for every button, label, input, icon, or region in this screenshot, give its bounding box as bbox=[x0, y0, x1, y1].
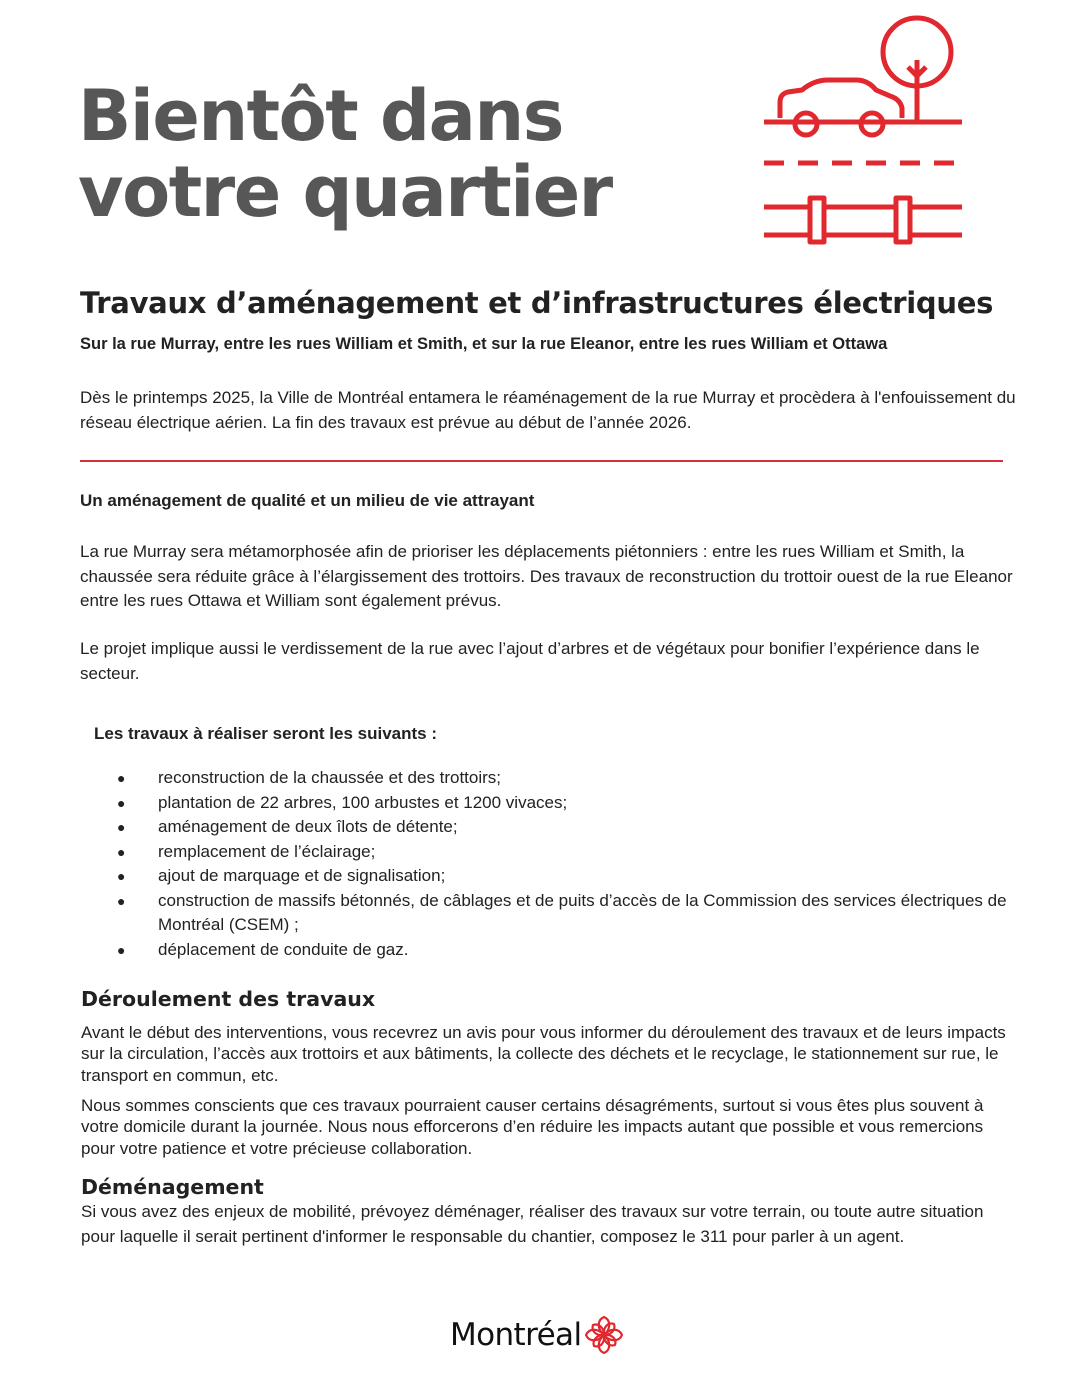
moving-paragraph: Si vous avez des enjeux de mobilité, prévoyez déménager, réaliser des travaux sur votre terrain, ou toute autre situation pour laquelle il serait pertinent d'informer le responsable du chantier, composez le 311 pour parler à un agent. bbox=[81, 1202, 984, 1246]
list-item bbox=[112, 889, 1012, 938]
list-item-text: aménagement de deux îlots de détente; bbox=[158, 817, 458, 836]
steps-paragraph-2: Nous sommes conscients que ces travaux pourraient causer certains désagréments, surtout si vous êtes plus souvent à votre domicile durant la journée. Nous nous efforcerons d’en réduire les impacts autant que possible et vous remercions pour votre patience et votre précieuse collaboration. bbox=[81, 1096, 984, 1158]
quality-heading: Un aménagement de qualité et un milieu de vie attrayant bbox=[80, 491, 535, 510]
car-tree-road-pipe-icon bbox=[762, 10, 966, 246]
montreal-wordmark: Montréal bbox=[450, 1317, 582, 1353]
bullet-icon: ● bbox=[117, 770, 126, 786]
list-item-text: plantation de 22 arbres, 100 arbustes et 1200 vivaces; bbox=[158, 792, 568, 812]
bullet-icon: ● bbox=[117, 892, 126, 909]
bullet-icon: ● bbox=[117, 819, 126, 835]
montreal-rosette-icon bbox=[583, 1314, 625, 1356]
hero-title bbox=[78, 75, 718, 233]
works-list bbox=[112, 766, 1012, 962]
list-item-text: déplacement de conduite de gaz. bbox=[158, 939, 409, 959]
list-item bbox=[112, 840, 1012, 865]
moving-heading: Déménagement bbox=[81, 1175, 264, 1199]
bullet-icon: ● bbox=[117, 794, 126, 811]
pipe-joint-right bbox=[896, 198, 910, 242]
montreal-logo bbox=[450, 1312, 625, 1358]
list-item-text: ajout de marquage et de signalisation; bbox=[158, 866, 446, 885]
list-item bbox=[112, 766, 1012, 791]
works-heading: Les travaux à réaliser seront les suivants : bbox=[94, 724, 438, 743]
list-item-text: remplacement de l’éclairage; bbox=[158, 841, 376, 861]
steps-heading: Déroulement des travaux bbox=[81, 987, 376, 1011]
bullet-icon: ● bbox=[117, 941, 126, 958]
hero-title-line-2: votre quartier bbox=[78, 151, 612, 233]
steps-paragraph-1: Avant le début des interventions, vous recevrez un avis pour vous informer du déroulement des travaux et de leurs impacts sur la circulation, l’accès aux trottoirs et aux bâtiments, la collecte des déchets et le recyclage, le stationnement sur rue, le transport en commun, etc. bbox=[81, 1023, 1006, 1085]
intro-paragraph: Dès le printemps 2025, la Ville de Montréal entamera le réaménagement de la rue Murray et procèdera à l'enfouissement du réseau électrique aérien. La fin des travaux est prévue au début de l’année 2026. bbox=[80, 388, 1016, 432]
pipe-joint-left bbox=[810, 198, 824, 242]
list-item bbox=[112, 791, 1012, 816]
hero-title-line-1: Bientôt dans bbox=[78, 75, 563, 157]
section-divider bbox=[80, 460, 1003, 462]
project-title: Travaux d’aménagement et d’infrastructures électriques bbox=[80, 286, 994, 320]
quality-paragraph-2: Le projet implique aussi le verdissement de la rue avec l’ajout d’arbres et de végétaux pour bonifier l’expérience dans le secteur. bbox=[80, 639, 980, 683]
list-item bbox=[112, 864, 1012, 889]
quality-paragraph-1: La rue Murray sera métamorphosée afin de prioriser les déplacements piétonniers : entre les rues William et Smith, la chaussée sera réduite grâce à l’élargissement des trottoirs. Des travaux de reconstruction du trottoir ouest de la rue Eleanor entre les rues Ottawa et William sont également prévus. bbox=[80, 542, 1013, 610]
list-item bbox=[112, 815, 1012, 840]
bullet-icon: ● bbox=[117, 868, 126, 884]
list-item bbox=[112, 938, 1012, 963]
project-subtitle: Sur la rue Murray, entre les rues William et Smith, et sur la rue Eleanor, entre les rues William et Ottawa bbox=[80, 335, 888, 353]
car-body bbox=[780, 80, 902, 118]
list-item-text: reconstruction de la chaussée et des trottoirs; bbox=[158, 768, 502, 787]
bullet-icon: ● bbox=[117, 843, 126, 860]
list-item-text: construction de massifs bétonnés, de câblages et de puits d’accès de la Commission des services électriques de Montréal (CSEM) ; bbox=[158, 890, 1007, 934]
